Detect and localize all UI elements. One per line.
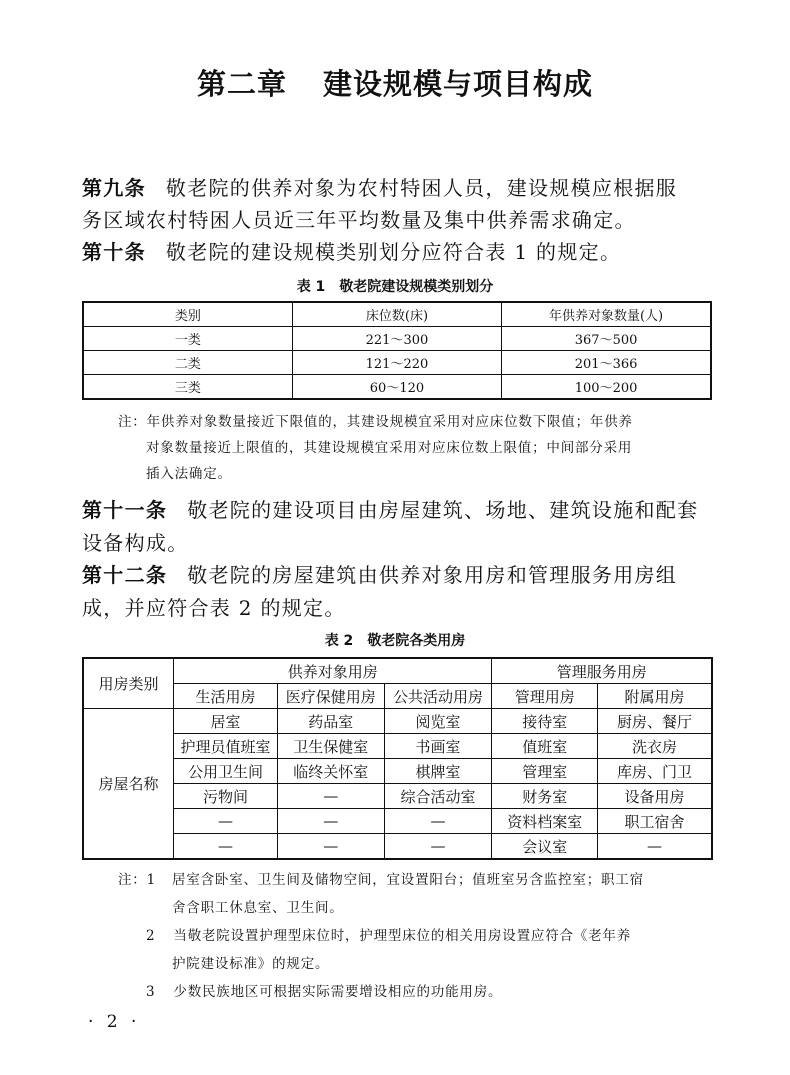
table2-cell: 药品室 <box>277 709 384 734</box>
table2-cell: 临终关怀室 <box>277 759 384 784</box>
table2-cell: 棋牌室 <box>384 759 492 784</box>
table1-row <box>83 327 711 351</box>
table2-note-3-line-1 <box>146 986 502 1000</box>
table2-cell: 会议室 <box>492 834 598 860</box>
table2-caption-number: 表 2 <box>324 633 354 649</box>
table1-note-line-2: 对象数量接近上限值的，其建设规模宜采用对应床位数上限值；中间部分采用 <box>146 440 633 456</box>
table2-cell: 厨房、餐厅 <box>597 709 712 734</box>
table1-caption <box>0 276 790 296</box>
table2-row <box>83 784 712 809</box>
table2-cell: — <box>597 834 712 860</box>
article-11-text: 敬老院的建设项目由房屋建筑、场地、建筑设施和配套 <box>187 498 699 522</box>
table1-cell: 60～120 <box>292 375 501 400</box>
page-number: · 2 · <box>88 1012 141 1032</box>
table2-cell: — <box>277 784 384 809</box>
table1-cell: 二类 <box>83 351 292 375</box>
table2-sub-header: 医疗保健用房 <box>277 684 384 709</box>
table2-cell: 资料档案室 <box>492 809 598 834</box>
table2-row <box>83 709 712 734</box>
article-9-text: 敬老院的供养对象为农村特困人员，建设规模应根据服 <box>165 176 678 200</box>
article-11-line-1 <box>82 500 698 520</box>
table2-note-2-line-2: 护院建设标准》的规定。 <box>172 956 330 972</box>
table2-note-2-text: 当敬老院设置护理型床位时，护理型床位的相关用房设置应符合《老年养 <box>173 928 631 944</box>
table1-caption-number: 表 1 <box>296 279 326 295</box>
table2-note-1-marker: 注：1 <box>118 872 156 888</box>
table2-group-header: 供养对象用房 <box>174 658 492 684</box>
table2-row <box>83 834 712 860</box>
table2-cell: — <box>384 809 492 834</box>
chapter-title: 建设规模与项目构成 <box>323 67 594 101</box>
table2-sub-header: 生活用房 <box>174 684 278 709</box>
table2-row <box>83 809 712 834</box>
table2-group-header-row <box>83 658 712 684</box>
table2-cell: 书画室 <box>384 734 492 759</box>
table1-header-cell: 床位数(床) <box>292 302 501 327</box>
table2-cell: — <box>174 809 278 834</box>
table1-header-cell: 类别 <box>83 302 292 327</box>
table2-cell: 管理室 <box>492 759 598 784</box>
table2-cell: 值班室 <box>492 734 598 759</box>
table2 <box>82 657 713 860</box>
table2-sub-header-row <box>83 684 712 709</box>
article-9-line-2: 务区域农村特困人员近三年平均数量及集中供养需求确定。 <box>82 208 636 232</box>
table2-cell: 护理员值班室 <box>174 734 278 759</box>
table1-cell: 221～300 <box>292 327 501 351</box>
table2-note-2-marker: 2 <box>146 928 156 944</box>
table2-sub-header: 附属用房 <box>597 684 712 709</box>
table2-category-header: 用房类别 <box>83 658 174 709</box>
table2-cell: — <box>277 834 384 860</box>
article-11-line-2: 设备构成。 <box>82 531 189 555</box>
table2-cell: 居室 <box>174 709 278 734</box>
article-12-text: 敬老院的房屋建筑由供养对象用房和管理服务用房组 <box>187 563 678 587</box>
table1 <box>82 301 712 400</box>
table2-note-1-line-1 <box>118 874 644 888</box>
article-12-line-1 <box>82 565 677 585</box>
article-10-label: 第十条 <box>82 240 146 264</box>
table2-note-1-text: 居室含卧室、卫生间及储物空间，宜设置阳台；值班室另含监控室；职工宿 <box>172 872 644 888</box>
table2-cell: 接待室 <box>492 709 598 734</box>
table2-cell: 卫生保健室 <box>277 734 384 759</box>
table2-cell: 公用卫生间 <box>174 759 278 784</box>
article-10-line-1 <box>82 242 621 262</box>
table1-row <box>83 375 711 400</box>
table2-note-3-marker: 3 <box>146 984 156 1000</box>
table1-cell: 三类 <box>83 375 292 400</box>
table2-row <box>83 759 712 784</box>
table1-row <box>83 351 711 375</box>
table2-cell: 财务室 <box>492 784 598 809</box>
table2-cell: 综合活动室 <box>384 784 492 809</box>
table2-cell: — <box>384 834 492 860</box>
table2-cell: 职工宿舍 <box>597 809 712 834</box>
chapter-number: 第二章 <box>196 67 287 101</box>
table2-caption-title: 敬老院各类用房 <box>367 633 466 649</box>
article-9-label: 第九条 <box>82 176 146 200</box>
table1-header-cell: 年供养对象数量(人) <box>502 302 711 327</box>
article-11-label: 第十一条 <box>82 498 168 522</box>
article-10-text: 敬老院的建设规模类别划分应符合表 1 的规定。 <box>165 240 622 264</box>
table1-caption-title: 敬老院建设规模类别划分 <box>339 279 494 295</box>
table1-cell: 100～200 <box>502 375 711 400</box>
table2-row-label: 房屋名称 <box>83 709 174 860</box>
table2-cell: 阅览室 <box>384 709 492 734</box>
table2-sub-header: 公共活动用房 <box>384 684 492 709</box>
table2-group-header: 管理服务用房 <box>492 658 712 684</box>
table1-note-line-3: 插入法确定。 <box>146 466 232 482</box>
table2-sub-header: 管理用房 <box>492 684 598 709</box>
table2-note-2-line-1 <box>146 930 631 944</box>
table2-cell: — <box>277 809 384 834</box>
table2-caption <box>0 630 790 650</box>
table1-header-row <box>83 302 711 327</box>
table2-cell: 污物间 <box>174 784 278 809</box>
table1-note-line-1: 注：年供养对象数量接近下限值的，其建设规模宜采用对应床位数下限值；年供养 <box>118 414 633 430</box>
article-9-line-1 <box>82 178 677 198</box>
table2-cell: 库房、门卫 <box>597 759 712 784</box>
table1-cell: 一类 <box>83 327 292 351</box>
table2-note-1-line-2: 舍含职工休息室、卫生间。 <box>172 900 344 916</box>
table2-cell: 设备用房 <box>597 784 712 809</box>
table2-note-3-text: 少数民族地区可根据实际需要增设相应的功能用房。 <box>173 984 503 1000</box>
table1-cell: 201～366 <box>502 351 711 375</box>
table2-cell: 洗衣房 <box>597 734 712 759</box>
chapter-heading <box>0 62 790 103</box>
article-12-line-2: 成，并应符合表 2 的规定。 <box>82 596 346 620</box>
table1-cell: 121～220 <box>292 351 501 375</box>
table2-row <box>83 734 712 759</box>
table1-cell: 367～500 <box>502 327 711 351</box>
table2-cell: — <box>174 834 278 860</box>
article-12-label: 第十二条 <box>82 563 168 587</box>
